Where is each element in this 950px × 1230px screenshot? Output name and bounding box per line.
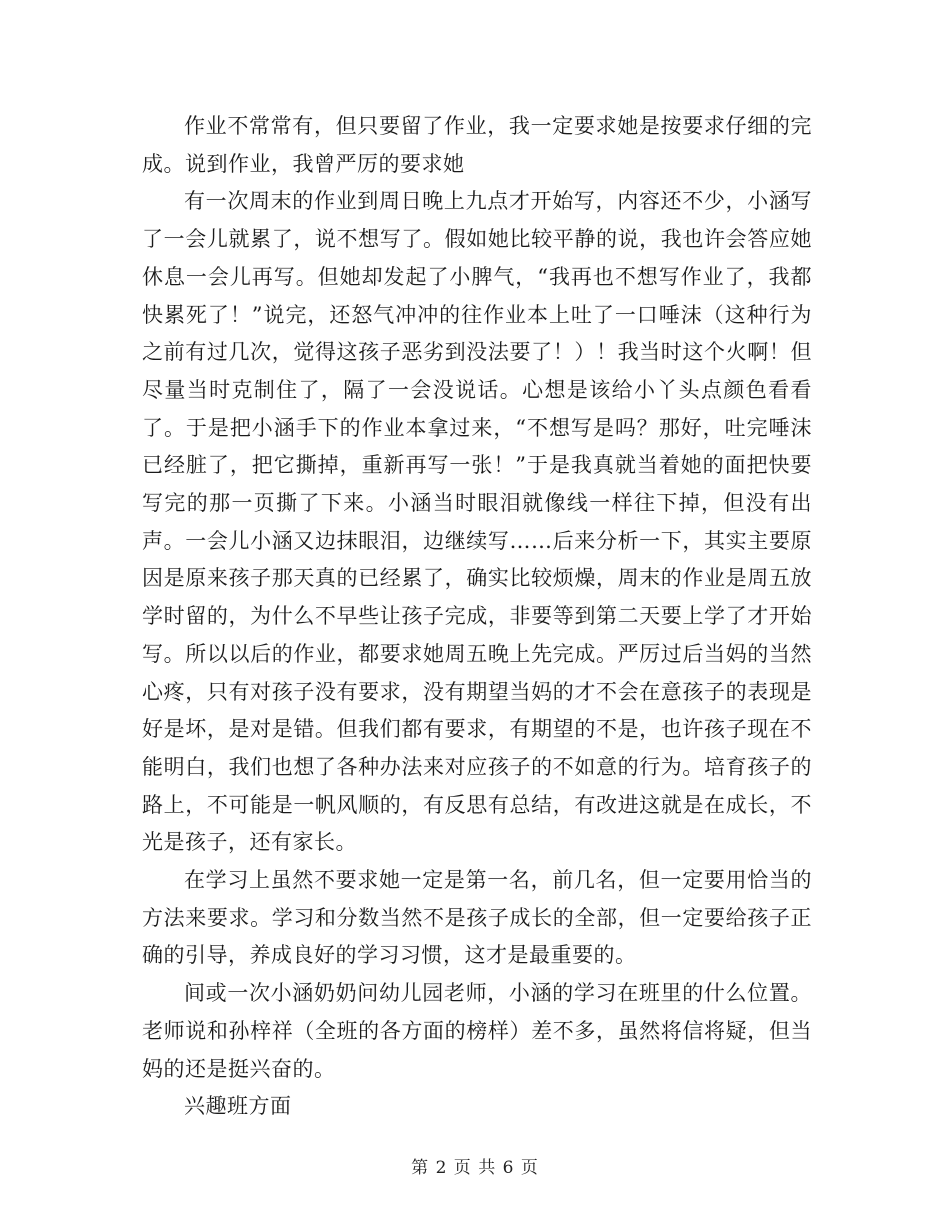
- paragraph-weekend-homework: 有一次周末的作业到周日晚上九点才开始写，内容还不少，小涵写了一会儿就累了，说不想写了。假如她比较平静的说，我也许会答应她休息一会儿再写。但她却发起了小脾气，“我再也不想写作业了，我都快累死了！”说完，还怒气冲冲的往作业本上吐了一口唾沫（这种行为之前有过几次，觉得这孩子恶劣到没法要了！）！我当时这个火啊！但尽量当时克制住了，隔了一会没说话。心想是该给小丫头点颜色看看了。于是把小涵手下的作业本拿过来，“不想写是吗？那好，吐完唾沫已经脏了，把它撕掉，重新再写一张！”于是我真就当着她的面把快要写完的那一页撕了下来。小涵当时眼泪就像线一样往下掉，但没有出声。一会儿小涵又边抹眼泪，边继续写……后来分析一下，其实主要原因是原来孩子那天真的已经累了，确实比较烦燥，周末的作业是周五放学时留的，为什么不早些让孩子完成，非要等到第二天要上学了才开始写。所以以后的作业，都要求她周五晚上先完成。严厉过后当妈的当然心疼，只有对孩子没有要求，没有期望当妈的才不会在意孩子的表现是好是坏，是对是错。但我们都有要求，有期望的不是，也许孩子现在不能明白，我们也想了各种办法来对应孩子的不如意的行为。培育孩子的路上，不可能是一帆风顺的，有反思有总结，有改进这就是在成长，不光是孩子，还有家长。: [142, 189, 812, 855]
- paragraph-homework-intro: 作业不常常有，但只要留了作业，我一定要求她是按要求仔细的完成。说到作业，我曾严厉的要求她: [142, 114, 812, 176]
- document-body: [142, 108, 812, 1126]
- paragraph-study-method: 在学习上虽然不要求她一定是第一名，前几名，但一定要用恰当的方法来要求。学习和分数当然不是孩子成长的全部，但一定要给孩子正确的引导，养成良好的学习习惯，这才是最重要的。: [142, 868, 812, 968]
- paragraph-teacher-feedback: 间或一次小涵奶奶问幼儿园老师，小涵的学习在班里的什么位置。老师说和孙梓祥（全班的各方面的榜样）差不多，虽然将信将疑，但当妈的还是挺兴奋的。: [142, 981, 812, 1081]
- paragraph-interest-class-heading: 兴趣班方面: [184, 1094, 292, 1119]
- page-number-footer: 第 2 页 共 6 页: [411, 1158, 539, 1178]
